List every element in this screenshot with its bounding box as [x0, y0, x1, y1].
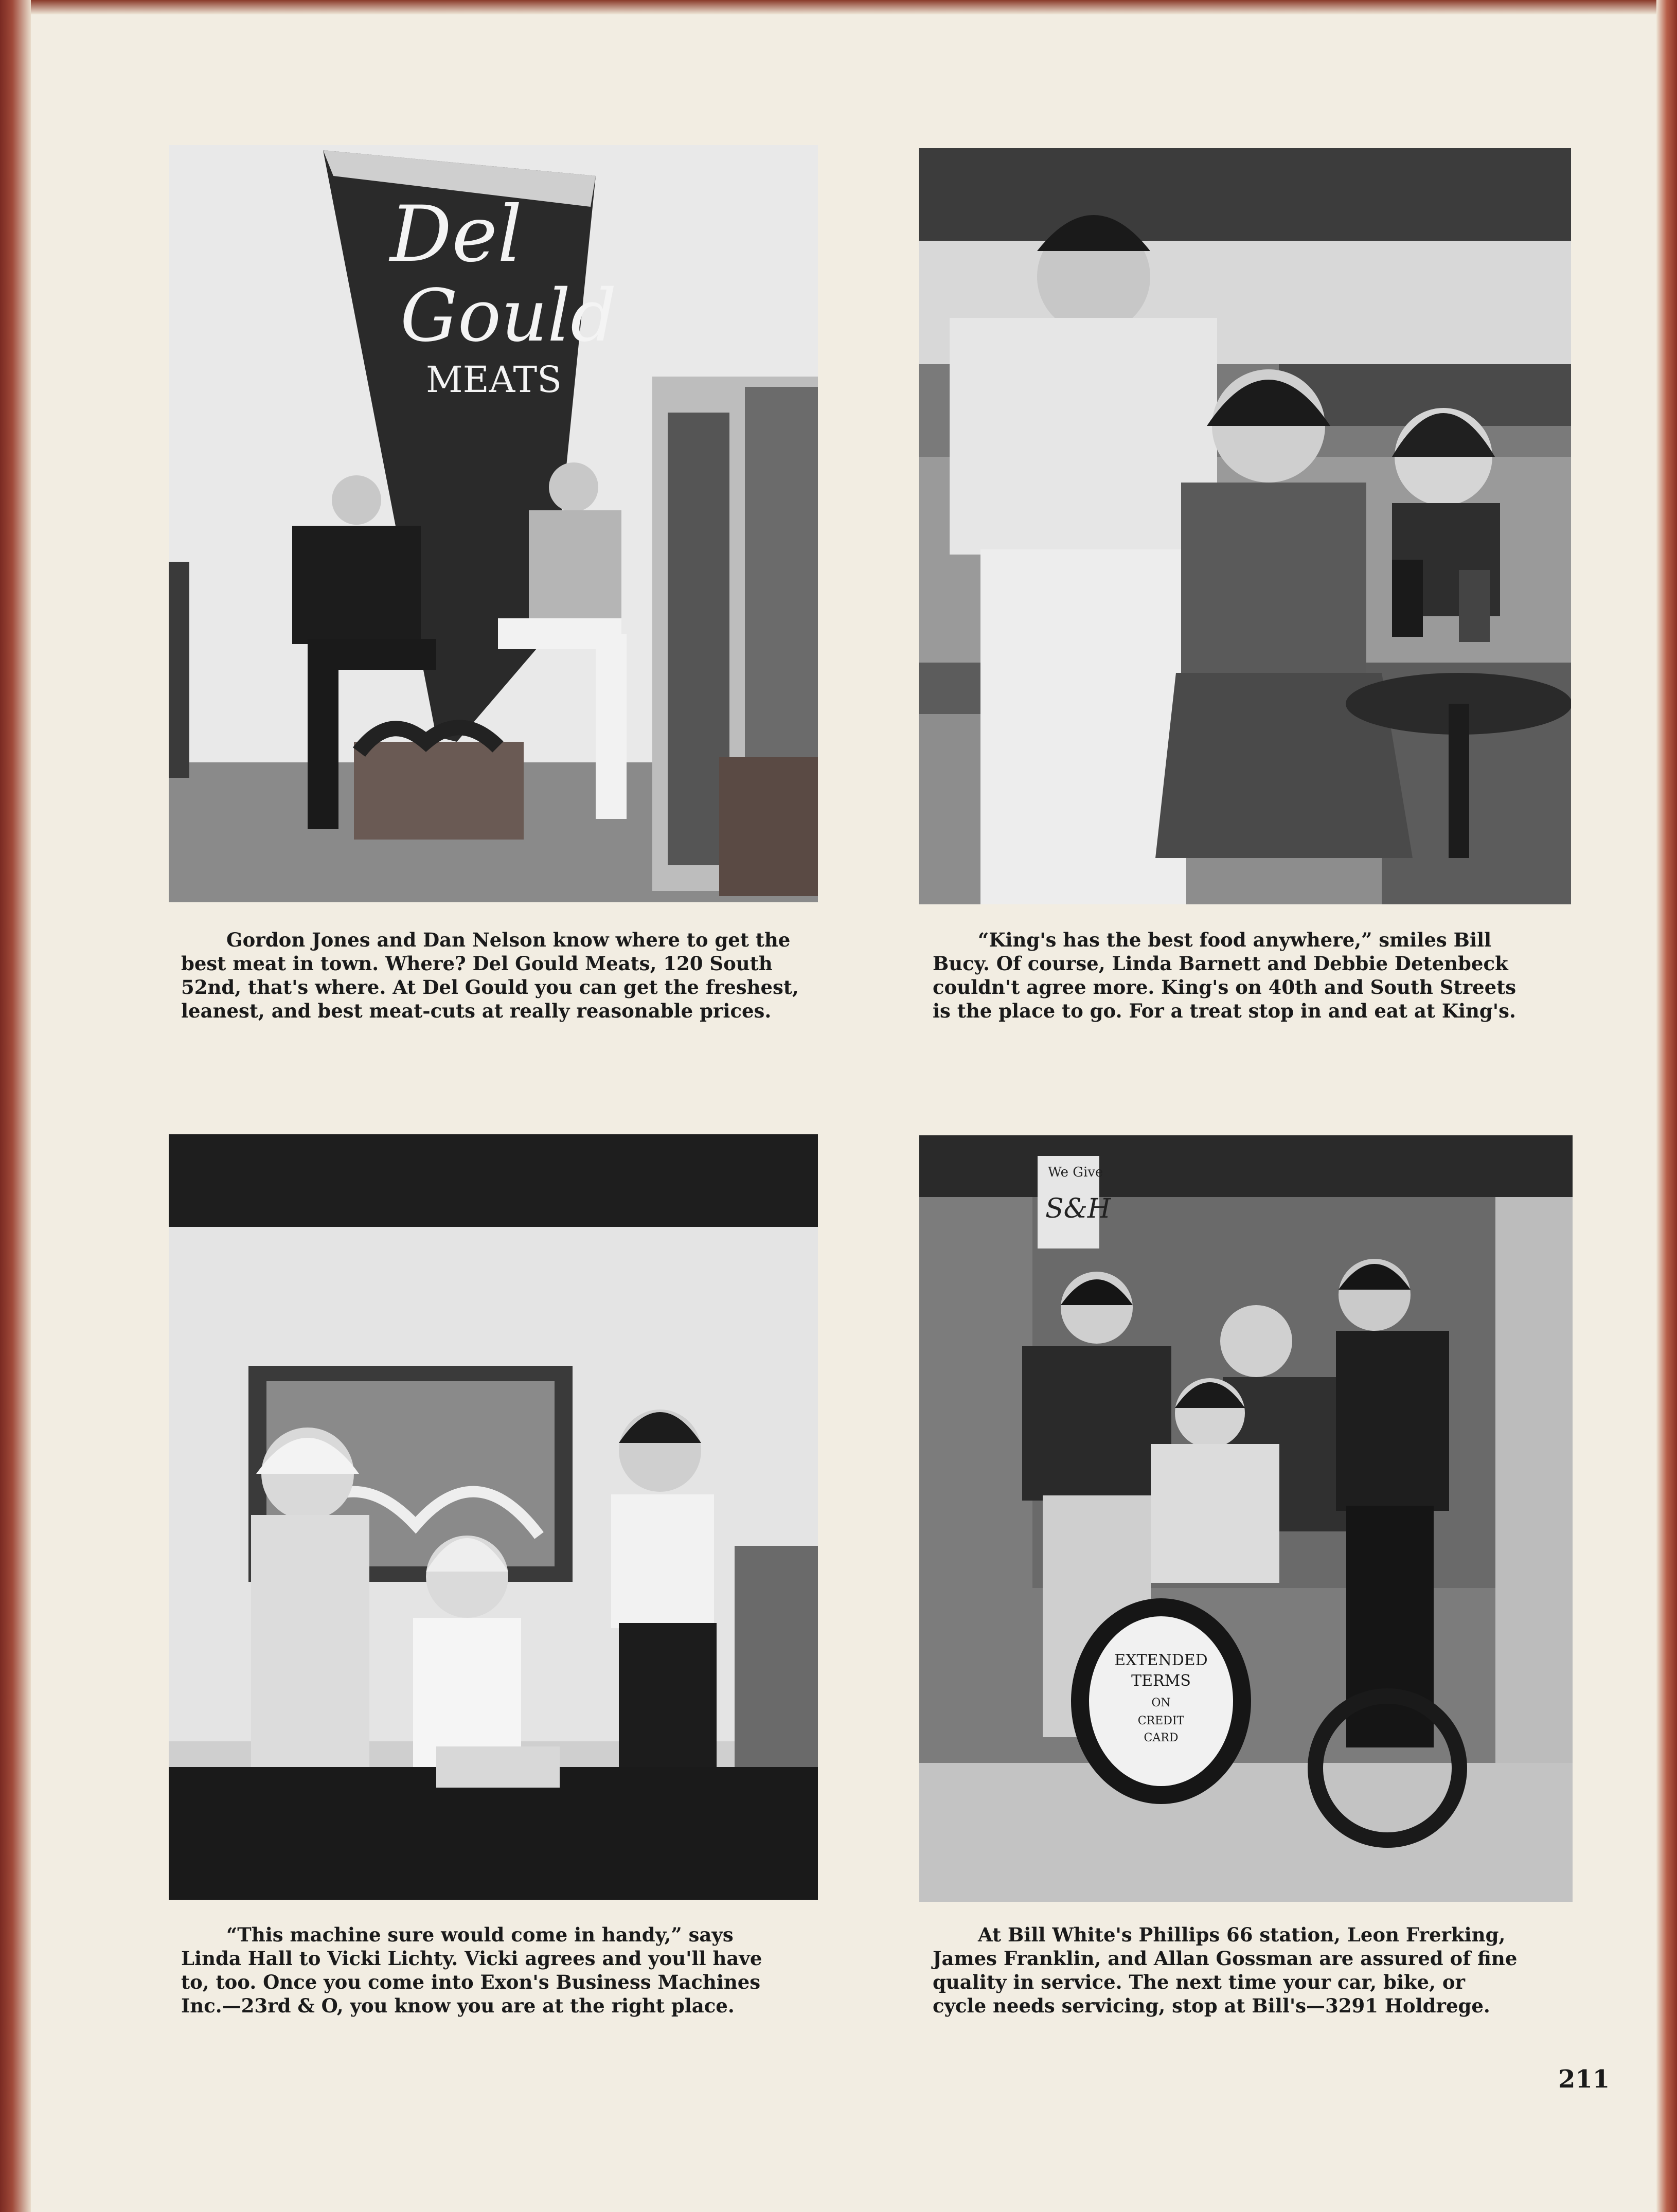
tire-card-text: CARD: [1144, 1732, 1179, 1744]
tire-terms-text: TERMS: [1131, 1672, 1191, 1690]
caption-line: Bucy. Of course, Linda Barnett and Debbie Detenbeck: [933, 952, 1508, 975]
caption-line: 52nd, that's where. At Del Gould you can get the freshest,: [181, 976, 799, 998]
caption-line: Inc.—23rd & O, you know you are at the right place.: [181, 1994, 735, 2017]
sign-del-text: Del: [390, 190, 523, 279]
caption-line: “King's has the best food anywhere,” smiles Bill: [978, 929, 1492, 951]
photo-del-gould-meats: [169, 145, 818, 902]
photo-exons-business-machines: [169, 1134, 818, 1900]
tire-extended-text: EXTENDED: [1114, 1651, 1208, 1669]
caption-line: Gordon Jones and Dan Nelson know where to get the: [226, 929, 791, 951]
photo-kings-restaurant: [919, 148, 1571, 904]
book-right-edge: [1656, 0, 1677, 2212]
caption-line: couldn't agree more. King's on 40th and South Streets: [933, 976, 1517, 998]
caption-line: “This machine sure would come in handy,” says: [226, 1923, 734, 1946]
photo-bill-whites-phillips-66: [919, 1135, 1573, 1902]
sign-meats-text: MEATS: [426, 359, 562, 401]
caption-line: quality in service. The next time your car, bike, or: [933, 1971, 1466, 1993]
caption-line: to, too. Once you come into Exon's Business Machines: [181, 1971, 761, 1993]
caption-del-gould-meats: [181, 928, 806, 1023]
caption-line: Linda Hall to Vicki Lichty. Vicki agrees and you'll have: [181, 1947, 762, 1970]
page-number: 211: [1558, 2065, 1610, 2094]
caption-line: is the place to go. For a treat stop in and eat at King's.: [933, 1000, 1516, 1022]
sign-we-give-text: We Give: [1048, 1165, 1103, 1180]
caption-line: James Franklin, and Allan Gossman are assured of fine: [933, 1947, 1518, 1970]
caption-line: best meat in town. Where? Del Gould Meats, 120 South: [181, 952, 773, 975]
caption-kings-restaurant: [933, 928, 1559, 1023]
caption-bill-whites-phillips-66: [933, 1923, 1559, 2018]
caption-line: cycle needs servicing, stop at Bill's—3291 Holdrege.: [933, 1994, 1490, 2017]
caption-line: At Bill White's Phillips 66 station, Leon Frerking,: [978, 1923, 1506, 1946]
book-binding-edge: [0, 0, 31, 2212]
sign-sh-text: S&H: [1045, 1193, 1111, 1224]
tire-credit-text: CREDIT: [1137, 1715, 1185, 1727]
tire-on-text: ON: [1151, 1697, 1171, 1709]
sign-gould-text: Gould: [400, 274, 617, 358]
page-top-edge: [0, 0, 1677, 14]
caption-line: leanest, and best meat-cuts at really reasonable prices.: [181, 1000, 772, 1022]
caption-exons-business-machines: [181, 1923, 806, 2018]
